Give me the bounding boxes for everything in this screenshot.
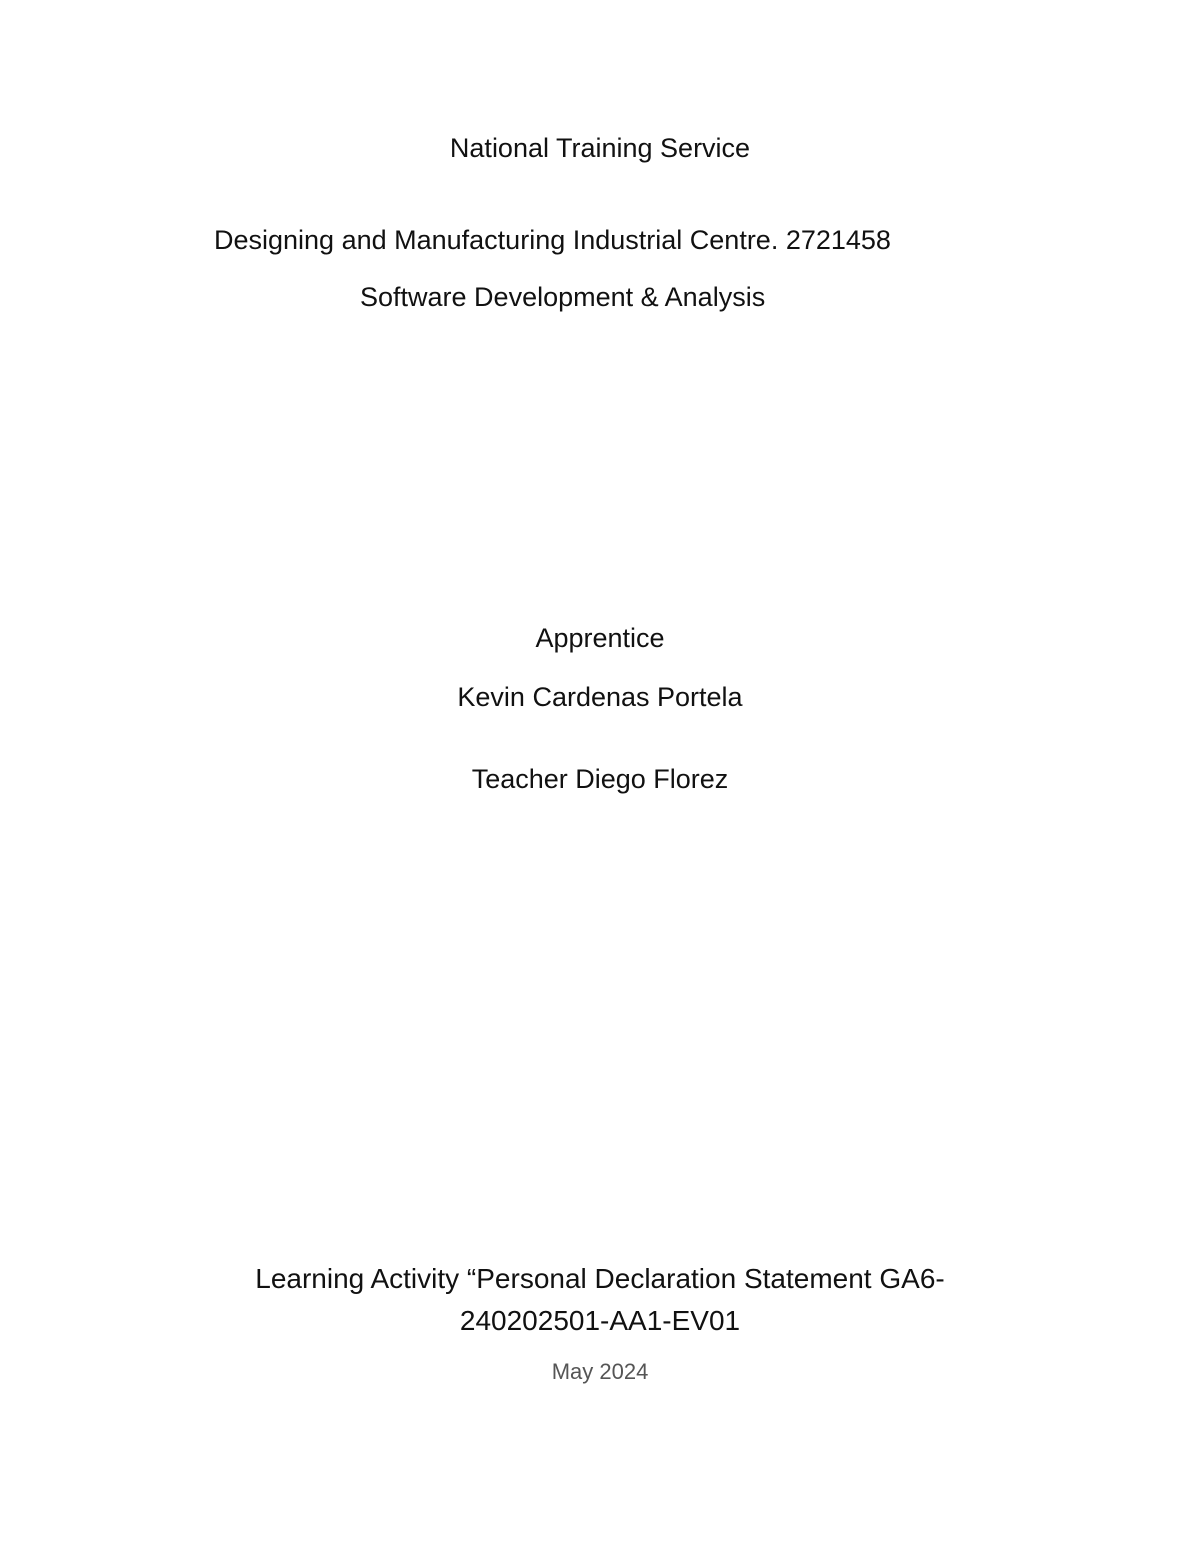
- apprentice-name: Kevin Cardenas Portela: [457, 682, 743, 712]
- apprentice-label: Apprentice: [535, 623, 665, 653]
- program-name: Software Development & Analysis: [360, 282, 766, 312]
- teacher-name: Teacher Diego Florez: [471, 764, 729, 794]
- institution-name: National Training Service: [449, 133, 751, 163]
- activity-title-line-1: Learning Activity “Personal Declaration Statement GA6-: [255, 1263, 945, 1294]
- training-centre: Designing and Manufacturing Industrial Centre. 2721458: [214, 225, 891, 255]
- document-date: May 2024: [551, 1359, 649, 1384]
- activity-title-line-2: 240202501-AA1-EV01: [459, 1305, 741, 1336]
